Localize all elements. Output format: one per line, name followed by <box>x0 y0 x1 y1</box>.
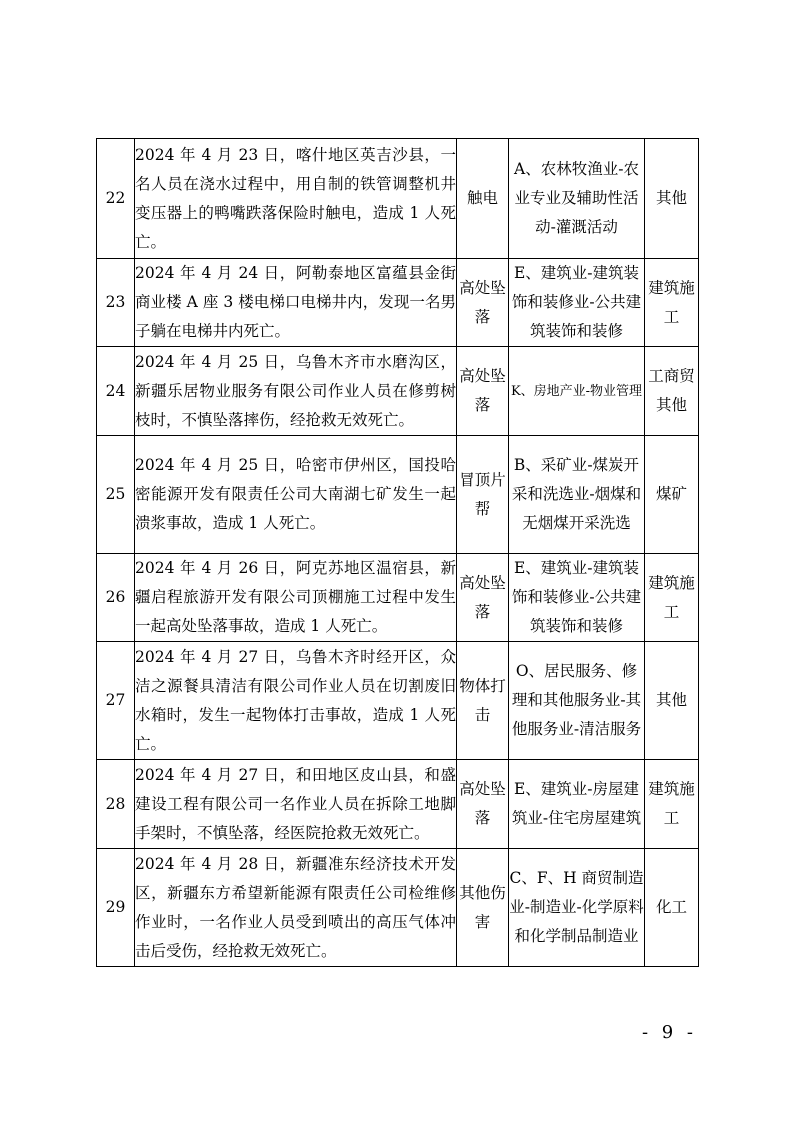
accident-description: 2024 年 4 月 27 日，乌鲁木齐时经开区，众洁之源餐具清洁有限公司作业人员在切割废旧水箱时，发生一起物体打击事故，造成 1 人死亡。 <box>135 642 457 760</box>
supervision-category: 建筑施工 <box>645 259 699 347</box>
table-row <box>97 139 699 259</box>
table-row <box>97 259 699 347</box>
accident-description: 2024 年 4 月 25 日，乌鲁木齐市水磨沟区，新疆乐居物业服务有限公司作业人员在修剪树枝时，不慎坠落摔伤，经抢救无效死亡。 <box>135 347 457 436</box>
row-number: 25 <box>97 436 135 554</box>
table-row <box>97 849 699 967</box>
industry-classification: K、房地产业-物业管理 <box>509 347 645 436</box>
supervision-category: 煤矿 <box>645 436 699 554</box>
table-row <box>97 347 699 436</box>
accident-type: 冒顶片帮 <box>457 436 509 554</box>
accident-description: 2024 年 4 月 25 日，哈密市伊州区，国投哈密能源开发有限责任公司大南湖七矿发生一起溃浆事故，造成 1 人死亡。 <box>135 436 457 554</box>
row-number: 27 <box>97 642 135 760</box>
supervision-category: 其他 <box>645 642 699 760</box>
industry-classification: A、农林牧渔业-农业专业及辅助性活动-灌溉活动 <box>509 139 645 259</box>
accident-description: 2024 年 4 月 24 日，阿勒泰地区富蕴县金街商业楼 A 座 3 楼电梯口电梯井内，发现一名男子躺在电梯井内死亡。 <box>135 259 457 347</box>
accident-description: 2024 年 4 月 27 日，和田地区皮山县，和盛建设工程有限公司一名作业人员在拆除工地脚手架时，不慎坠落，经医院抢救无效死亡。 <box>135 760 457 849</box>
accident-type: 高处坠落 <box>457 259 509 347</box>
accident-description: 2024 年 4 月 28 日，新疆准东经济技术开发区，新疆东方希望新能源有限责任公司检维修作业时，一名作业人员受到喷出的高压气体冲击后受伤，经抢救无效死亡。 <box>135 849 457 967</box>
table-row <box>97 436 699 554</box>
supervision-category: 化工 <box>645 849 699 967</box>
supervision-category: 其他 <box>645 139 699 259</box>
accident-table <box>96 138 699 967</box>
row-number: 23 <box>97 259 135 347</box>
accident-type: 其他伤害 <box>457 849 509 967</box>
industry-classification: E、建筑业-房屋建筑业-住宅房屋建筑 <box>509 760 645 849</box>
industry-classification: O、居民服务、修理和其他服务业-其他服务业-清洁服务 <box>509 642 645 760</box>
accident-type: 高处坠落 <box>457 760 509 849</box>
supervision-category: 建筑施工 <box>645 760 699 849</box>
row-number: 26 <box>97 554 135 642</box>
row-number: 24 <box>97 347 135 436</box>
accident-type: 高处坠落 <box>457 554 509 642</box>
table-row <box>97 554 699 642</box>
accident-description: 2024 年 4 月 26 日，阿克苏地区温宿县，新疆启程旅游开发有限公司顶棚施工过程中发生一起高处坠落事故，造成 1 人死亡。 <box>135 554 457 642</box>
accident-description: 2024 年 4 月 23 日，喀什地区英吉沙县，一名人员在浇水过程中，用自制的铁管调整机井变压器上的鸭嘴跌落保险时触电，造成 1 人死亡。 <box>135 139 457 259</box>
accident-type: 物体打击 <box>457 642 509 760</box>
industry-classification: E、建筑业-建筑装饰和装修业-公共建筑装饰和装修 <box>509 259 645 347</box>
accident-type: 触电 <box>457 139 509 259</box>
supervision-category: 工商贸其他 <box>645 347 699 436</box>
table-row <box>97 642 699 760</box>
industry-classification: B、采矿业-煤炭开采和洗选业-烟煤和无烟煤开采洗选 <box>509 436 645 554</box>
page-number: - 9 - <box>641 1022 697 1043</box>
supervision-category: 建筑施工 <box>645 554 699 642</box>
table-row <box>97 760 699 849</box>
row-number: 22 <box>97 139 135 259</box>
accident-type: 高处坠落 <box>457 347 509 436</box>
industry-classification: E、建筑业-建筑装饰和装修业-公共建筑装饰和装修 <box>509 554 645 642</box>
row-number: 28 <box>97 760 135 849</box>
row-number: 29 <box>97 849 135 967</box>
industry-classification: C、F、H 商贸制造业-制造业-化学原料和化学制品制造业 <box>509 849 645 967</box>
